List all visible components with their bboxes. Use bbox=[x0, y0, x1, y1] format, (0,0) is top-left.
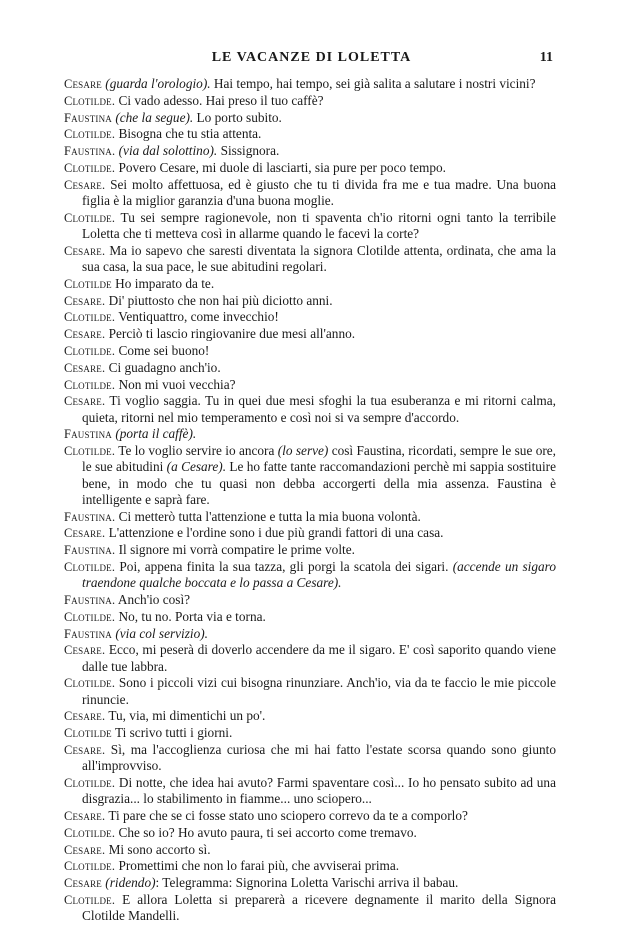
speaker: Clotilde. bbox=[64, 93, 116, 108]
speaker: Clotilde. bbox=[64, 210, 116, 225]
speaker: Clotilde. bbox=[64, 775, 116, 790]
speaker: Faustina. bbox=[64, 543, 116, 558]
line-text: No, tu no. Porta via e torna. bbox=[115, 608, 266, 624]
speaker: Faustina bbox=[64, 110, 112, 125]
speaker: Clotilde bbox=[64, 276, 112, 291]
dialogue-line bbox=[64, 360, 556, 376]
line-text: Il signore mi vorrà compatire le prime volte. bbox=[115, 542, 355, 558]
line-text: Che so io? Ho avuto paura, ti sei accorto come tremavo. bbox=[115, 824, 417, 840]
stage-direction: (lo serve) bbox=[277, 443, 329, 459]
dialogue-line bbox=[64, 808, 556, 824]
speaker: Clotilde. bbox=[64, 160, 116, 175]
dialogue-line bbox=[64, 276, 556, 292]
line-text: Ma io sapevo che saresti diventata la signora Clotilde attenta, ordinata, che ama la sua casa, la sua pace, le sue abitudini regolari. bbox=[82, 242, 556, 274]
dialogue-line bbox=[64, 326, 556, 342]
speaker: Cesare. bbox=[64, 243, 106, 258]
dialogue-line bbox=[64, 626, 556, 642]
stage-direction: (a Cesare). bbox=[166, 459, 227, 475]
line-text: così Faustina, ricordati, sempre le sue ore, le sue abitudini bbox=[82, 443, 556, 475]
speaker: Cesare. bbox=[64, 327, 106, 342]
dialogue-line bbox=[64, 742, 556, 774]
line-text: Sissignora. bbox=[217, 143, 280, 159]
line-text: Sì, ma l'accoglienza curiosa che mi hai fatto l'estate scorsa quando sono giunto all'improvviso. bbox=[82, 741, 556, 774]
speaker: Clotilde. bbox=[64, 859, 116, 874]
dialogue-line bbox=[64, 592, 556, 608]
speaker: Clotilde. bbox=[64, 444, 116, 459]
speaker: Cesare. bbox=[64, 709, 106, 724]
speaker: Cesare. bbox=[64, 394, 106, 409]
page-number: 11 bbox=[539, 50, 553, 65]
dialogue-line bbox=[64, 110, 556, 126]
dialogue-line bbox=[64, 393, 556, 425]
speaker: Faustina bbox=[64, 427, 112, 442]
dialogue-line bbox=[64, 177, 556, 209]
dialogue-line bbox=[64, 708, 556, 724]
line-text: Ho imparato da te. bbox=[111, 275, 215, 291]
dialogue-text bbox=[64, 76, 556, 925]
speaker: Clotilde. bbox=[64, 825, 116, 840]
line-text: Ti scrivo tutti i giorni. bbox=[111, 725, 233, 741]
dialogue-line bbox=[64, 210, 556, 242]
speaker: Clotilde. bbox=[64, 559, 116, 574]
line-text: Promettimi che non lo farai più, che avviserai prima. bbox=[115, 858, 400, 874]
dialogue-line bbox=[64, 93, 556, 109]
dialogue-line bbox=[64, 858, 556, 874]
stage-direction: (guarda l'orologio). bbox=[105, 76, 211, 91]
stage-direction: (via dal solottino). bbox=[118, 143, 218, 159]
dialogue-line bbox=[64, 892, 556, 924]
line-text: Ci guadagno anch'io. bbox=[105, 359, 221, 375]
stage-direction: (via col servizio). bbox=[115, 625, 209, 641]
speaker: Cesare. bbox=[64, 842, 106, 857]
stage-direction: (ridendo) bbox=[105, 875, 156, 891]
speaker: Faustina. bbox=[64, 144, 116, 159]
dialogue-line bbox=[64, 343, 556, 359]
line-text: Ti pare che se ci fosse stato uno sciopero correvo da te a comporlo? bbox=[105, 807, 468, 823]
dialogue-line bbox=[64, 542, 556, 558]
line-text: Ecco, mi peserà di doverlo accendere da me il sigaro. E' così saporito quando viene dalle tue labbra. bbox=[82, 642, 556, 674]
stage-direction: (porta il caffè). bbox=[115, 426, 197, 442]
speaker: Cesare. bbox=[64, 293, 106, 308]
speaker: Clotilde. bbox=[64, 892, 116, 907]
dialogue-line bbox=[64, 842, 556, 858]
dialogue-line bbox=[64, 293, 556, 309]
line-text: Le ho fatte tante raccomandazioni perchè mi sappia sostituire bene, in modo che tu quasi non debba accorgerti della mia assenza. Faustina è intelligente e saprà fare. bbox=[82, 459, 556, 507]
speaker: Clotilde. bbox=[64, 310, 116, 325]
speaker: Clotilde. bbox=[64, 343, 116, 358]
speaker: Faustina. bbox=[64, 509, 116, 524]
line-text: Non mi vuoi vecchia? bbox=[115, 376, 236, 392]
dialogue-line bbox=[64, 443, 556, 508]
dialogue-line bbox=[64, 609, 556, 625]
speaker: Clotilde. bbox=[64, 609, 116, 624]
line-text: Te lo voglio servire io ancora bbox=[115, 443, 278, 459]
dialogue-line bbox=[64, 377, 556, 393]
dialogue-line bbox=[64, 309, 556, 325]
speaker: Faustina bbox=[64, 626, 112, 641]
line-text: Sono i piccoli vizi cui bisogna rinunziare. Anch'io, via da te faccio le mie piccole rinuncie. bbox=[82, 675, 556, 707]
dialogue-line bbox=[64, 143, 556, 159]
speaker: Cesare. bbox=[64, 808, 106, 823]
running-title: LE VACANZE DI LOLETTA bbox=[211, 50, 412, 65]
line-text: Ventiquattro, come invecchio! bbox=[115, 309, 279, 325]
speaker: Faustina. bbox=[64, 592, 116, 607]
dialogue-line bbox=[64, 825, 556, 841]
speaker: Cesare. bbox=[64, 177, 106, 192]
line-text: Ci metterò tutta l'attenzione e tutta la mia buona volontà. bbox=[115, 508, 421, 524]
line-text: Ci vado adesso. Hai preso il tuo caffè? bbox=[115, 92, 324, 108]
line-text: Bisogna che tu stia attenta. bbox=[115, 126, 262, 142]
dialogue-line bbox=[64, 725, 556, 741]
dialogue-line bbox=[64, 875, 556, 891]
line-text: Perciò ti lascio ringiovanire due mesi all'anno. bbox=[105, 326, 356, 342]
line-text: Mi sono accorto sì. bbox=[105, 841, 211, 857]
stage-direction: (che la segue). bbox=[115, 109, 194, 125]
speaker: Cesare. bbox=[64, 360, 106, 375]
line-text: Anch'io così? bbox=[115, 591, 191, 607]
line-text: Come sei buono! bbox=[115, 342, 210, 358]
line-text: : Telegramma: Signorina Loletta Varischi arriva il babau. bbox=[155, 875, 459, 891]
dialogue-line bbox=[64, 76, 556, 92]
line-text: Sei molto affettuosa, ed è giusto che tu ti divida fra me e tua madre. Una buona figlia è la miglior garanzia d'una buona moglie. bbox=[82, 176, 556, 208]
dialogue-line bbox=[64, 525, 556, 541]
line-text: Di' piuttosto che non hai più diciotto anni. bbox=[105, 292, 333, 308]
line-text: E allora Loletta si preparerà a ricevere degnamente il marito della Signora Clotilde Mandelli. bbox=[82, 891, 556, 924]
line-text: Povero Cesare, mi duole di lasciarti, sia pure per poco tempo. bbox=[115, 159, 447, 175]
speaker: Cesare. bbox=[64, 526, 106, 541]
line-text: L'attenzione e l'ordine sono i due più grandi fattori di una casa. bbox=[105, 525, 444, 541]
speaker: Cesare. bbox=[64, 643, 106, 658]
line-text: Hai tempo, hai tempo, sei già salita a salutare i nostri vicini? bbox=[210, 76, 536, 91]
line-text: Tu sei sempre ragionevole, non ti spaventa ch'io ritorni ogni tanto la terribile Loletta che ti metteva così in allarme quando le facevi la corte? bbox=[82, 209, 556, 241]
speaker: Clotilde. bbox=[64, 676, 116, 691]
dialogue-line bbox=[64, 160, 556, 176]
dialogue-line bbox=[64, 559, 556, 591]
page-header bbox=[0, 50, 623, 70]
dialogue-line bbox=[64, 126, 556, 142]
speaker: Cesare bbox=[64, 77, 102, 91]
dialogue-line bbox=[64, 243, 556, 275]
speaker: Clotilde. bbox=[64, 377, 116, 392]
line-text: Poi, appena finita la sua tazza, gli porgi la scatola dei sigari. bbox=[115, 558, 453, 574]
speaker: Cesare bbox=[64, 876, 102, 891]
speaker: Cesare. bbox=[64, 742, 106, 757]
dialogue-line bbox=[64, 509, 556, 525]
line-text: Ti voglio saggia. Tu in quei due mesi sfoghi la tua esuberanza e mi ritorni calma, quieta, ritorni nel mio temperamento e così noi si va sempre d'accordo. bbox=[82, 393, 556, 425]
dialogue-line bbox=[64, 642, 556, 674]
line-text: Lo porto subito. bbox=[193, 109, 282, 125]
speaker: Clotilde bbox=[64, 726, 112, 741]
line-text: Tu, via, mi dimentichi un po'. bbox=[105, 708, 266, 724]
dialogue-line bbox=[64, 675, 556, 707]
dialogue-line bbox=[64, 426, 556, 442]
speaker: Clotilde. bbox=[64, 127, 116, 142]
stage-direction: (accende un sigaro traendone qualche boccata e lo passa a Cesare). bbox=[82, 558, 556, 591]
line-text: Di notte, che idea hai avuto? Farmi spaventare così... Io ho pensato subito ad una disgrazia... lo stabilimento in fiamme... uno sciopero... bbox=[82, 774, 556, 807]
dialogue-line bbox=[64, 775, 556, 807]
